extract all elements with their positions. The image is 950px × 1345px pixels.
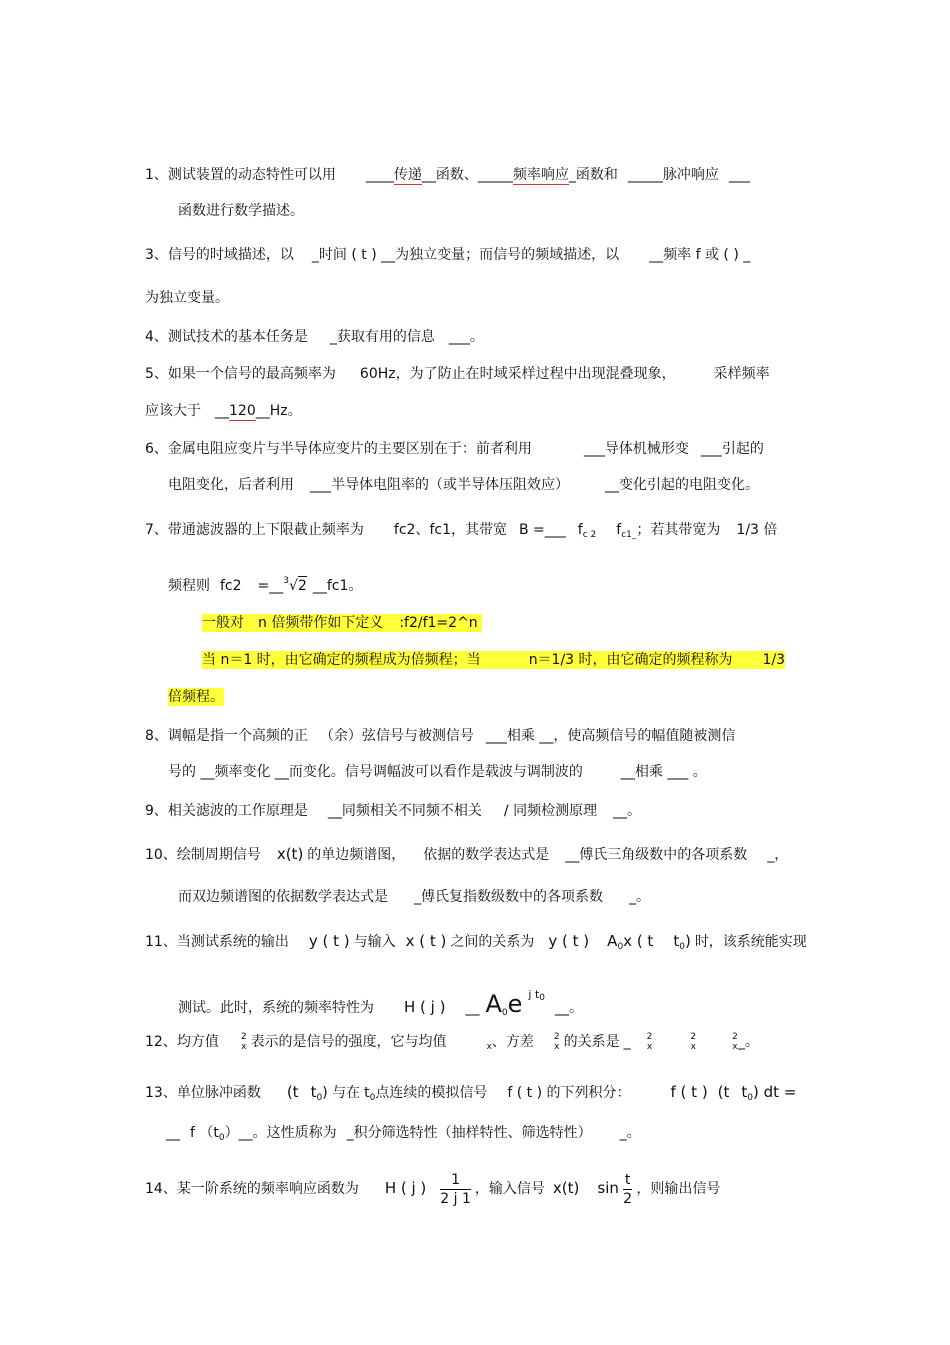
question-11-line-1: 11、当测试系统的输出 y ( t ) 与输入 x ( t ) 之间的关系为 y ( t ) A0x ( t t0) 时，该系统能实现 [145,932,807,952]
relation-term-2: 2 x [690,1032,697,1052]
mean-square-symbol: 2 x [240,1032,247,1052]
question-6-line-1: 6、金属电阻应变片与半导体应变片的主要区别在于：前者利用 ___导体机械形变 ___引起的 [145,441,764,457]
note-line-1 [202,614,482,632]
question-3-line-2: 为独立变量。 [145,290,229,306]
question-3-line-1: 3、信号的时域描述，以 _时间 ( t ) __为独立变量；而信号的频域描述，以 __频率 f 或 ( ) _ [145,247,751,263]
highlighted-note-definition: 一般对 n 倍频带作如下定义 :f2/f1=2^n [202,614,482,632]
note-line-2 [202,651,785,669]
relation-term-3: 2 x [732,1032,738,1052]
question-5-line-2: 应该大于 __120__Hz。 [145,403,302,419]
question-13-line-2: __ f （t0）__。这性质称为 _积分筛选特性（抽样特性、筛选特性） _。 [166,1125,641,1143]
question-8-line-2: 号的 __频率变化 __而变化。信号调幅波可以看作是载波与调制波的 __相乘 ___ 。 [168,764,707,780]
question-5-line-1: 5、如果一个信号的最高频率为 60Hz，为了防止在时域采样过程中出现混叠现象， 采样频率 [145,366,770,382]
question-1-line-1: 1、测试装置的动态特性可以用 ____传递__函数、_____频率响应_函数和 _____脉冲响应 ___ [145,167,750,183]
variance-symbol: 2 x [553,1032,560,1052]
question-7-line-2: 频程则 fc2 =__3√2 __fc1。 [168,576,363,594]
question-14: 14、某一阶系统的频率响应函数为 H ( j ) $\frac{1}{2 j 1}$ ，输入信号 x(t) sin $\frac{t}{2}$ ，则输出信号 [145,1171,721,1207]
question-10-line-2: 而双边频谱图的依据数学表达式是 _傅氏复指数级数中的各项系数 _。 [178,889,650,905]
highlighted-note-octave: 当 n＝1 时，由它确定的频程成为倍频程；当 n＝1/3 时，由它确定的频程称为 1/3 [202,652,786,668]
note-line-3 [168,688,224,706]
question-12: 12、均方值 2 x 表示的是信号的强度，它与均值 x、方差 2 x 的关系是 _ 2 x 2 x 2 x _。 [145,1032,759,1052]
question-13-line-1: 13、单位脉冲函数 (t t0) 与在 t0点连续的模拟信号 f ( t ) 的下列积分： f ( t ) (t t0) dt = [145,1083,797,1103]
sine-argument-fraction: $\frac{t}{2}$ [623,1171,633,1207]
relation-term-1: 2 x [646,1032,653,1052]
highlighted-note-end: 倍频程。 [168,689,224,705]
answer-frequency-response: 频率响应 [512,167,569,183]
answer-120: 120 [229,403,256,419]
question-9: 9、相关滤波的工作原理是 __同频相关不同频不相关 / 同频检测原理 __。 [145,803,642,819]
question-8-line-1: 8、调幅是指一个高频的正 （余）弦信号与被测信号 ___相乘 __，使高频信号的幅值随被测信 [145,728,736,744]
question-11-line-2: 测试。此时，系统的频率特性为 H ( j ) __ A0e j t0__。 [178,988,583,1018]
answer-transfer: 传递 [393,167,422,183]
question-1-line-2: 函数进行数学描述。 [178,203,304,219]
question-10-line-1: 10、绘制周期信号 x(t) 的单边频谱图， 依据的数学表达式是 __傅氏三角级数中的各项系数 _， [145,845,789,863]
cube-root-sign: √ [289,578,298,594]
question-7-line-1: 7、带通滤波器的上下限截止频率为 fc2、fc1，其带宽 B =___ fc 2 fc1_；若其带宽为 1/3 倍 [145,522,778,540]
question-4: 4、测试技术的基本任务是 _获取有用的信息 ___。 [145,329,484,345]
question-6-line-2: 电阻变化，后者利用 ___半导体电阻率的（或半导体压阻效应） __变化引起的电阻变化。 [168,477,759,493]
transfer-function-fraction: $\frac{1}{2 j 1}$ [440,1171,471,1207]
